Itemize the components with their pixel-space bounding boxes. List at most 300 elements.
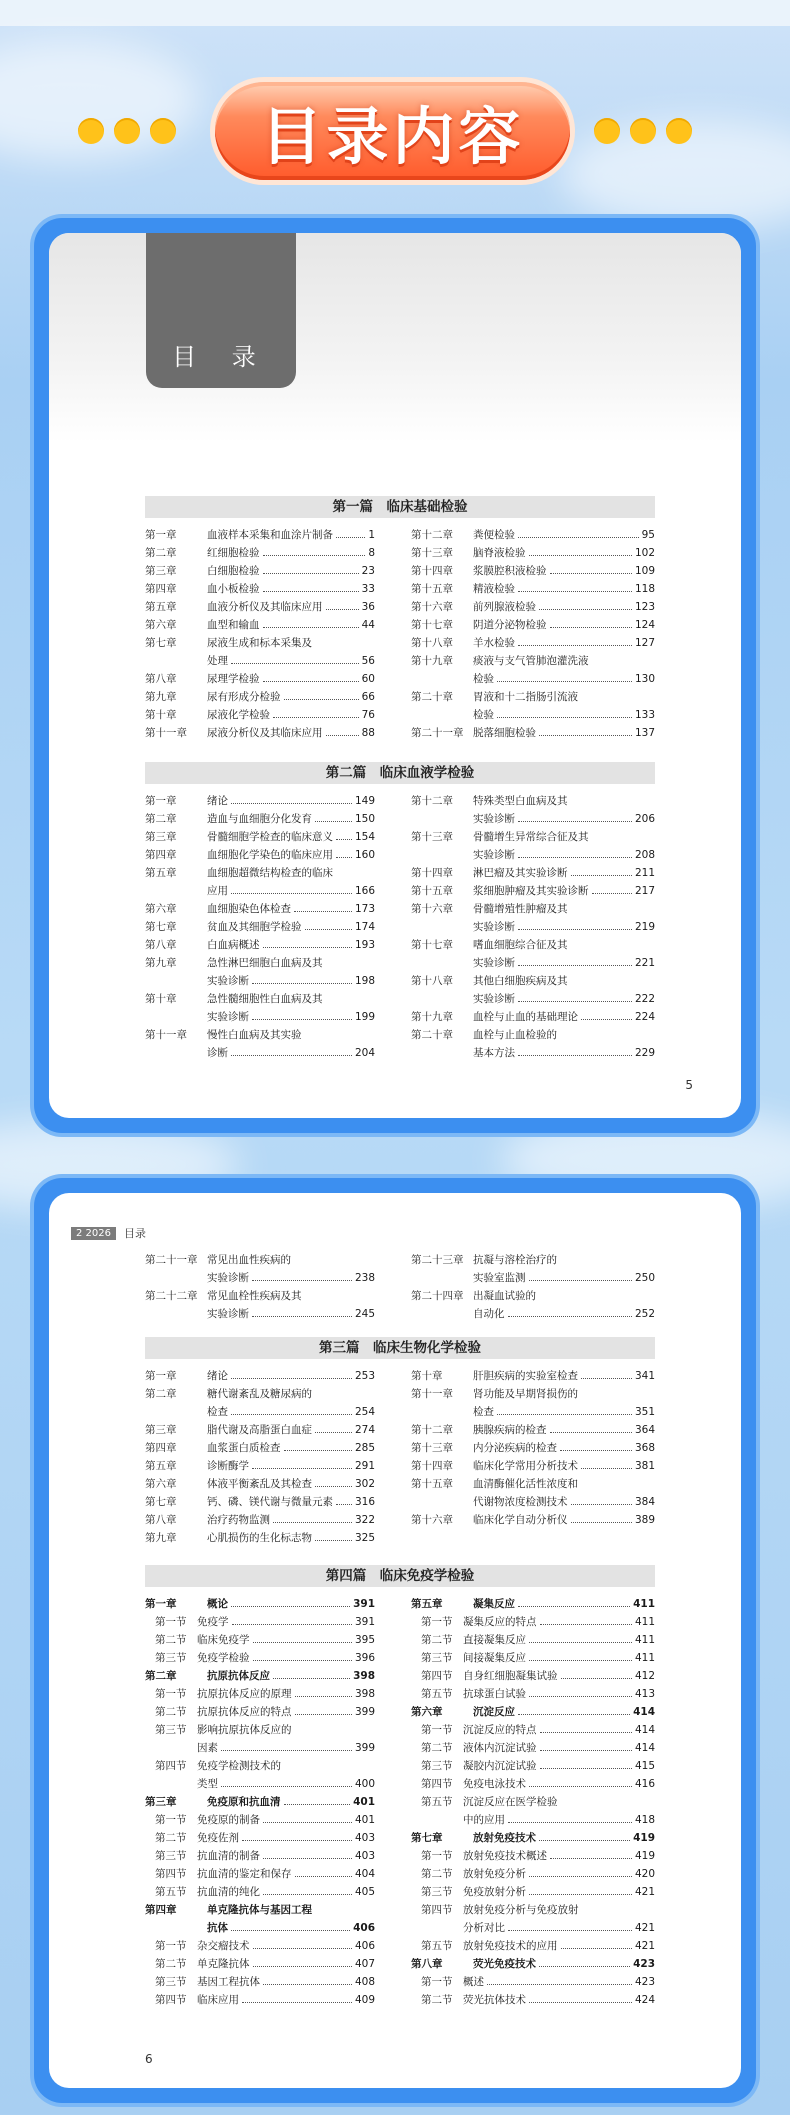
toc-entry[interactable] [145, 846, 375, 864]
entry-page: 389 [634, 1514, 655, 1526]
toc-entry[interactable] [411, 1649, 655, 1667]
entry-title: 尿液分析仪及其临床应用 [207, 727, 323, 739]
toc-entry[interactable] [145, 1919, 375, 1937]
toc-entry[interactable] [411, 900, 655, 918]
entry-page: 384 [634, 1496, 655, 1508]
entry-page: 302 [354, 1478, 375, 1490]
section-number: 第三节 [155, 1652, 187, 1664]
entry-title: 临床化学常用分析技术 [473, 1460, 578, 1472]
entry-title: 肝胆疾病的实验室检查 [473, 1370, 578, 1382]
toc-entry[interactable] [411, 652, 655, 670]
toc-entry[interactable] [145, 1901, 375, 1919]
entry-title: 血细胞超微结构检查的临床 [207, 867, 333, 879]
dot-leader [529, 1991, 632, 2003]
section-number: 第一节 [421, 1724, 453, 1736]
entry-page: 411 [634, 1634, 655, 1646]
dot-leader [232, 1613, 352, 1625]
entry-title: 阴道分泌物检验 [473, 619, 547, 631]
dot-leader [497, 706, 632, 718]
entry-page: 291 [354, 1460, 375, 1472]
dot-leader [336, 828, 352, 840]
dot-leader [253, 1955, 352, 1967]
chapter-number: 第十九章 [411, 1011, 453, 1023]
chapter-number: 第十三章 [411, 1442, 453, 1454]
toc-column [411, 526, 655, 742]
entry-title: 尿液化学检验 [207, 709, 270, 721]
toc-entry[interactable] [145, 1775, 375, 1793]
entry-title: 实验诊断 [207, 1308, 249, 1320]
dot-leader [529, 1649, 632, 1661]
entry-page: 351 [634, 1406, 655, 1418]
dot-leader [550, 616, 632, 628]
toc-entry[interactable] [411, 1847, 655, 1865]
toc-entry[interactable] [145, 1439, 375, 1457]
toc-entry[interactable] [145, 1475, 375, 1493]
toc-entry[interactable] [411, 544, 655, 562]
toc-entry[interactable] [145, 1457, 375, 1475]
dot-leader [539, 598, 632, 610]
entry-title: 抗血清的纯化 [197, 1886, 260, 1898]
entry-title: 羊水检验 [473, 637, 515, 649]
toc-entry[interactable] [411, 1026, 655, 1044]
toc-entry[interactable] [411, 792, 655, 810]
toc-entry[interactable] [145, 1044, 375, 1062]
toc-entry[interactable] [411, 882, 655, 900]
toc-entry[interactable] [145, 526, 375, 544]
toc-entry[interactable] [145, 1511, 375, 1529]
dot-leader [295, 1685, 352, 1697]
toc-entry[interactable] [411, 1919, 655, 1937]
entry-page: 118 [634, 583, 655, 595]
section-number: 第三节 [421, 1760, 453, 1772]
entry-title: 治疗药物监测 [207, 1514, 270, 1526]
toc-entry[interactable] [145, 1403, 375, 1421]
toc-entry[interactable] [145, 990, 375, 1008]
chapter-number: 第二十四章 [411, 1290, 464, 1302]
toc-entry[interactable] [145, 1793, 375, 1811]
toc-entry[interactable] [145, 724, 375, 742]
header-label: 目录 [124, 1227, 146, 1240]
dot-leader [581, 1008, 632, 1020]
toc-entry[interactable] [411, 1008, 655, 1026]
entry-page: 396 [354, 1652, 375, 1664]
header-badge: 2 2026 [71, 1227, 116, 1240]
dot-leader [252, 972, 352, 984]
entry-page: 245 [354, 1308, 375, 1320]
toc-entry[interactable] [145, 1739, 375, 1757]
chapter-number: 第十章 [145, 993, 177, 1005]
toc-entry[interactable] [411, 616, 655, 634]
entry-title: 骨髓增殖性肿瘤及其 [473, 903, 568, 915]
toc-entry[interactable] [411, 706, 655, 724]
toc-entry[interactable] [145, 1421, 375, 1439]
toc-entry[interactable] [411, 1475, 655, 1493]
dot-leader [529, 544, 632, 556]
toc-entry[interactable] [145, 1991, 375, 2009]
toc-entry[interactable] [145, 634, 375, 652]
entry-page: 399 [354, 1742, 375, 1754]
entry-page: 109 [634, 565, 655, 577]
dot-leader [518, 918, 632, 930]
dot-leader [518, 580, 632, 592]
toc-entry[interactable] [411, 1667, 655, 1685]
section-number: 第二节 [421, 1868, 453, 1880]
section-number: 第二节 [155, 1958, 187, 1970]
entry-page: 36 [361, 601, 375, 613]
entry-title: 自身红细胞凝集试验 [463, 1670, 558, 1682]
toc-entry[interactable] [145, 1287, 375, 1305]
entry-title: 凝集反应的特点 [463, 1616, 537, 1628]
toc-column [411, 1367, 655, 1529]
toc-entry[interactable] [145, 1829, 375, 1847]
chapter-number: 第六章 [145, 619, 177, 631]
entry-title: 实验室监测 [473, 1272, 526, 1284]
toc-entry[interactable] [145, 1269, 375, 1287]
toc-entry[interactable] [411, 526, 655, 544]
chapter-number: 第十三章 [411, 547, 453, 559]
toc-entry[interactable] [411, 1775, 655, 1793]
toc-entry[interactable] [145, 544, 375, 562]
dot-leader [295, 1703, 352, 1715]
entry-title: 抗体 [207, 1922, 228, 1934]
toc-entry[interactable] [411, 634, 655, 652]
toc-entry[interactable] [145, 1026, 375, 1044]
entry-page: 364 [634, 1424, 655, 1436]
toc-entry[interactable] [145, 616, 375, 634]
toc-entry[interactable] [145, 1595, 375, 1613]
entry-page: 325 [354, 1532, 375, 1544]
entry-title: 检验 [473, 673, 494, 685]
toc-entry[interactable] [411, 1973, 655, 1991]
entry-title: 实验诊断 [473, 849, 515, 861]
toc-entry[interactable] [411, 1287, 655, 1305]
section-number: 第一节 [155, 1688, 187, 1700]
toc-entry[interactable] [411, 918, 655, 936]
dot-leader [539, 1955, 630, 1967]
toc-entry[interactable] [145, 1305, 375, 1323]
entry-title: 骨髓增生异常综合征及其 [473, 831, 589, 843]
entry-title: 其他白细胞疾病及其 [473, 975, 568, 987]
dot-leader [518, 1595, 630, 1607]
part-heading: 第四篇 临床免疫学检验 [145, 1565, 655, 1587]
entry-title: 尿理学检验 [207, 673, 260, 685]
entry-page: 403 [354, 1832, 375, 1844]
chapter-number: 第三章 [145, 1424, 177, 1436]
entry-title: 诊断酶学 [207, 1460, 249, 1472]
toc-entry[interactable] [411, 1457, 655, 1475]
toc-entry[interactable] [411, 1883, 655, 1901]
entry-title: 血细胞化学染色的临床应用 [207, 849, 333, 861]
dot-leader [518, 1044, 632, 1056]
entry-page: 411 [634, 1616, 655, 1628]
toc-entry[interactable] [411, 1631, 655, 1649]
toc-entry[interactable] [145, 936, 375, 954]
toc-entry[interactable] [411, 1937, 655, 1955]
title-banner [215, 82, 570, 180]
entry-page: 368 [634, 1442, 655, 1454]
entry-page: 204 [354, 1047, 375, 1059]
entry-title: 血液样本采集和血涂片制备 [207, 529, 333, 541]
toc-entry[interactable] [145, 828, 375, 846]
toc-entry[interactable] [145, 1721, 375, 1739]
toc-entry[interactable] [145, 918, 375, 936]
chapter-number: 第十六章 [411, 903, 453, 915]
dot-leader [539, 1829, 630, 1841]
toc-entry[interactable] [411, 990, 655, 1008]
entry-page: 414 [633, 1706, 655, 1718]
entry-page: 252 [634, 1308, 655, 1320]
toc-entry[interactable] [411, 936, 655, 954]
chapter-number: 第一章 [145, 1598, 177, 1610]
entry-page: 418 [634, 1814, 655, 1826]
chapter-number: 第十章 [411, 1370, 443, 1382]
toc-entry[interactable] [411, 1511, 655, 1529]
entry-title: 影响抗原抗体反应的 [197, 1724, 292, 1736]
toc-entry[interactable] [145, 1667, 375, 1685]
entry-title: 尿有形成分检验 [207, 691, 281, 703]
toc-entry[interactable] [145, 1008, 375, 1026]
toc-entry[interactable] [411, 1901, 655, 1919]
toc-entry[interactable] [145, 1703, 375, 1721]
toc-entry[interactable] [411, 562, 655, 580]
dot-leader [231, 792, 352, 804]
chapter-number: 第六章 [145, 1478, 177, 1490]
entry-title: 糖代谢紊乱及糖尿病的 [207, 1388, 312, 1400]
toc-entry[interactable] [145, 1847, 375, 1865]
toc-entry[interactable] [411, 1385, 655, 1403]
entry-title: 内分泌疾病的检查 [473, 1442, 557, 1454]
entry-page: 408 [354, 1976, 375, 1988]
toc-entry[interactable] [145, 1685, 375, 1703]
entry-title: 代谢物浓度检测技术 [473, 1496, 568, 1508]
toc-entry[interactable] [411, 864, 655, 882]
section-number: 第四节 [155, 1760, 187, 1772]
entry-page: 285 [354, 1442, 375, 1454]
toc-entry[interactable] [411, 598, 655, 616]
entry-title: 放射免疫技术的应用 [463, 1940, 558, 1952]
toc-entry[interactable] [145, 1973, 375, 1991]
dot-leader [336, 1493, 352, 1505]
toc-entry[interactable] [411, 1403, 655, 1421]
toc-entry[interactable] [411, 954, 655, 972]
toc-entry[interactable] [145, 882, 375, 900]
entry-page: 211 [634, 867, 655, 879]
chapter-number: 第十一章 [145, 1029, 187, 1041]
toc-entry[interactable] [145, 1367, 375, 1385]
section-number: 第三节 [421, 1886, 453, 1898]
chapter-number: 第二十一章 [145, 1254, 198, 1266]
section-number: 第二节 [421, 1994, 453, 2006]
chapter-number: 第十二章 [411, 795, 453, 807]
chapter-number: 第四章 [145, 1442, 177, 1454]
entry-title: 肾功能及早期肾损伤的 [473, 1388, 578, 1400]
toc-entry[interactable] [145, 1631, 375, 1649]
dot-leader [263, 1847, 352, 1859]
section-number: 第四节 [155, 1868, 187, 1880]
toc-entry[interactable] [145, 1251, 375, 1269]
section-number: 第二节 [155, 1832, 187, 1844]
chapter-number: 第十八章 [411, 975, 453, 987]
toc-entry[interactable] [145, 1865, 375, 1883]
toc-entry[interactable] [411, 1955, 655, 1973]
entry-page: 400 [354, 1778, 375, 1790]
entry-title: 概论 [207, 1598, 228, 1610]
dot-leader [284, 688, 359, 700]
entry-title: 血清酶催化活性浓度和 [473, 1478, 578, 1490]
entry-page: 405 [354, 1886, 375, 1898]
toc-entry[interactable] [145, 580, 375, 598]
dot-leader [518, 846, 632, 858]
toc-entry[interactable] [411, 724, 655, 742]
toc-entry[interactable] [411, 1865, 655, 1883]
part-heading: 第一篇 临床基础检验 [145, 496, 655, 518]
toc-entry[interactable] [411, 810, 655, 828]
section-number: 第二节 [421, 1742, 453, 1754]
dot-leader [315, 1421, 352, 1433]
toc-entry[interactable] [411, 1251, 655, 1269]
entry-page: 123 [634, 601, 655, 613]
chapter-number: 第十章 [145, 709, 177, 721]
toc-entry[interactable] [145, 652, 375, 670]
dot-leader [253, 1937, 352, 1949]
entry-page: 217 [634, 885, 655, 897]
section-number: 第一节 [155, 1616, 187, 1628]
entry-title: 粪便检验 [473, 529, 515, 541]
toc-entry[interactable] [145, 598, 375, 616]
toc-entry[interactable] [411, 1991, 655, 2009]
entry-title: 常见出血性疾病的 [207, 1254, 291, 1266]
entry-page: 173 [354, 903, 375, 915]
dot-leader [539, 724, 632, 736]
toc-entry[interactable] [145, 706, 375, 724]
toc-entry[interactable] [145, 1385, 375, 1403]
toc-entry[interactable] [411, 688, 655, 706]
toc-column [411, 1595, 655, 2009]
toc-entry[interactable] [145, 972, 375, 990]
toc-entry[interactable] [411, 1793, 655, 1811]
dot-leader [518, 526, 639, 538]
toc-entry[interactable] [411, 1269, 655, 1287]
entry-page: 411 [634, 1652, 655, 1664]
toc-entry[interactable] [411, 828, 655, 846]
chapter-number: 第五章 [145, 601, 177, 613]
toc-entry[interactable] [411, 1595, 655, 1613]
chapter-number: 第四章 [145, 583, 177, 595]
toc-entry[interactable] [411, 846, 655, 864]
toc-entry[interactable] [145, 1493, 375, 1511]
dot-leader [508, 1811, 632, 1823]
entry-page: 76 [361, 709, 375, 721]
entry-title: 体液平衡紊乱及其检查 [207, 1478, 312, 1490]
chapter-number: 第十六章 [411, 601, 453, 613]
entry-page: 44 [361, 619, 375, 631]
toc-entry[interactable] [145, 1613, 375, 1631]
toc-entry[interactable] [145, 562, 375, 580]
toc-entry[interactable] [145, 864, 375, 882]
dot-leader [529, 1685, 632, 1697]
entry-page: 56 [361, 655, 375, 667]
dot-leader [252, 1457, 352, 1469]
dot-leader [231, 652, 359, 664]
entry-title: 免疫学检测技术的 [197, 1760, 281, 1772]
toc-entry[interactable] [145, 954, 375, 972]
toc-entry[interactable] [145, 810, 375, 828]
toc-entry[interactable] [145, 1883, 375, 1901]
entry-title: 基本方法 [473, 1047, 515, 1059]
entry-page: 66 [361, 691, 375, 703]
chapter-number: 第五章 [145, 1460, 177, 1472]
toc-entry[interactable] [411, 1685, 655, 1703]
toc-entry[interactable] [411, 1367, 655, 1385]
chapter-number: 第一章 [145, 1370, 177, 1382]
chapter-number: 第七章 [145, 921, 177, 933]
toc-entry[interactable] [411, 972, 655, 990]
toc-entry[interactable] [411, 1044, 655, 1062]
dot-leader [315, 1475, 352, 1487]
toc-entry[interactable] [411, 1493, 655, 1511]
toc-entry[interactable] [411, 1439, 655, 1457]
entry-title: 免疫原和抗血清 [207, 1796, 281, 1808]
toc-entry[interactable] [145, 1649, 375, 1667]
entry-title: 白细胞检验 [207, 565, 260, 577]
entry-title: 脱落细胞检验 [473, 727, 536, 739]
toc-entry[interactable] [411, 1613, 655, 1631]
dot-leader [336, 526, 365, 538]
entry-title: 急性淋巴细胞白血病及其 [207, 957, 323, 969]
toc-entry[interactable] [411, 1721, 655, 1739]
toc-entry[interactable] [411, 1421, 655, 1439]
toc-entry[interactable] [145, 688, 375, 706]
toc-entry[interactable] [411, 1739, 655, 1757]
toc-entry[interactable] [411, 1757, 655, 1775]
toc-entry[interactable] [411, 1829, 655, 1847]
entry-title: 荧光抗体技术 [463, 1994, 526, 2006]
toc-entry[interactable] [145, 900, 375, 918]
section-number: 第一节 [155, 1940, 187, 1952]
entry-title: 因素 [197, 1742, 218, 1754]
toc-entry[interactable] [145, 1955, 375, 1973]
entry-page: 149 [354, 795, 375, 807]
dot-leader [263, 616, 359, 628]
toc-entry[interactable] [145, 670, 375, 688]
entry-page: 424 [634, 1994, 655, 2006]
entry-page: 208 [634, 849, 655, 861]
chapter-number: 第二十三章 [411, 1254, 464, 1266]
chapter-number: 第十二章 [411, 1424, 453, 1436]
dot-leader [529, 1631, 632, 1643]
toc-entry[interactable] [145, 1757, 375, 1775]
toc-entry[interactable] [145, 792, 375, 810]
entry-title: 血栓与止血的基础理论 [473, 1011, 578, 1023]
toc-entry[interactable] [411, 1305, 655, 1323]
chapter-number: 第三章 [145, 1796, 177, 1808]
entry-page: 23 [361, 565, 375, 577]
entry-page: 403 [354, 1850, 375, 1862]
toc-entry[interactable] [145, 1811, 375, 1829]
entry-page: 407 [354, 1958, 375, 1970]
entry-page: 219 [634, 921, 655, 933]
toc-entry[interactable] [145, 1529, 375, 1547]
entry-title: 免疫学检验 [197, 1652, 250, 1664]
toc-entry[interactable] [145, 1937, 375, 1955]
entry-page: 174 [354, 921, 375, 933]
toc-entry[interactable] [411, 1811, 655, 1829]
entry-page: 229 [634, 1047, 655, 1059]
toc-entry[interactable] [411, 580, 655, 598]
toc-entry[interactable] [411, 670, 655, 688]
entry-title: 中的应用 [463, 1814, 505, 1826]
toc-entry[interactable] [411, 1703, 655, 1721]
